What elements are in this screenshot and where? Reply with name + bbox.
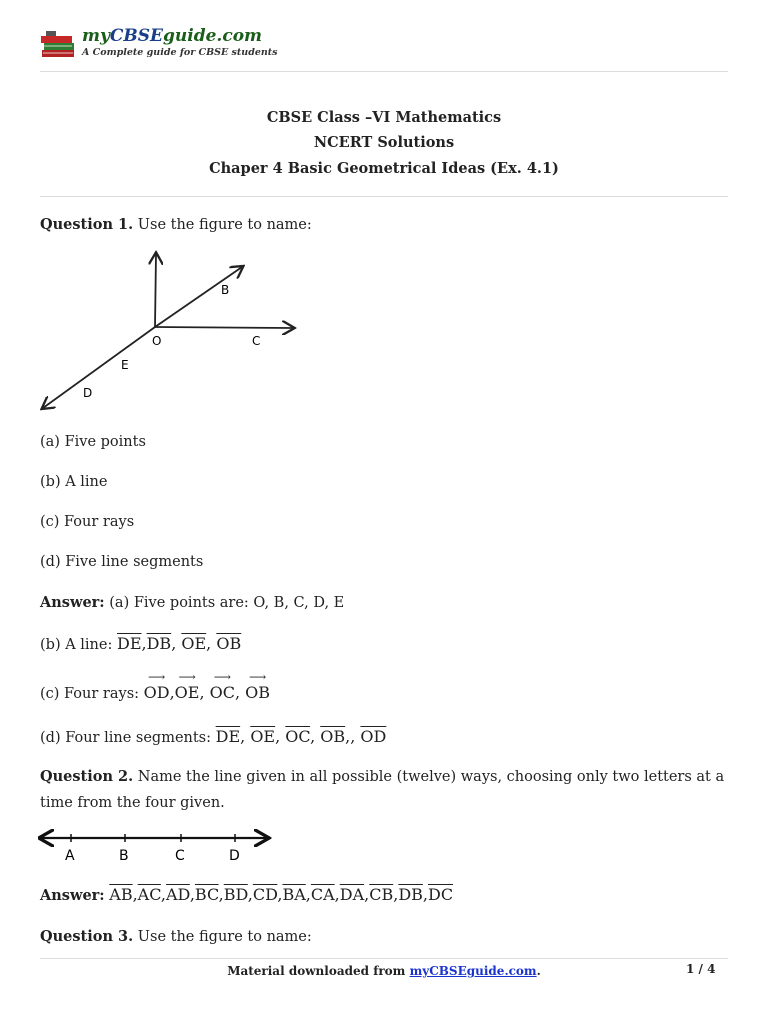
footer-period: . [536,964,541,978]
figure-rays-from-o [38,248,308,418]
line-bc: $\overline{BC}$ [194,885,219,904]
q2-answer-label: Answer: [40,887,105,904]
segment-od: $\overline{OD}$ [360,727,387,746]
label-d-line: D [229,848,240,864]
ray-oc [155,327,293,328]
q1-answer-d-prefix: (d) Four line segments: [40,730,216,746]
q2-answer: Answer: $\overline{AB},\overline{AC},\overline{AD},\overline{BC},\overline{BD},\overline{CD},\overline{BA},\overline{CA},\overline{DA},\overline{CB},\overline{DB},\overline{DC}$ [40,885,454,904]
question-2-text: Name the line given in all possible (twelve) ways, choosing only two letters at a time from the four given. [40,769,725,811]
ray-oc-term: ⟶ OC [210,683,235,702]
ray-oe-term: ⟶ OE [175,683,200,702]
question-3-text: Use the figure to name: [133,929,312,945]
segment-oe: $\overline{OE}$ [250,727,276,746]
figure-line-abcd [38,826,278,866]
q1-answer-a-text: (a) Five points are: O, B, C, D, E [104,595,345,611]
line-db: $\overline{DB}$ [146,634,172,653]
line-ac: $\overline{AC}$ [137,885,161,904]
line-oe: $\overline{OE}$ [181,634,207,653]
q1-answer-d: (d) Four line segments: $\overline{DE}$, $\overline{OE}$, $\overline{OC}$, $\overline{OB}$,, $\overline{OD}$ [40,727,387,746]
q1-answer-c: (c) Four rays: ⟶ OD,⟶ OE, ⟶ OC, ⟶ OB [40,683,270,702]
footer-text: Material downloaded from [227,964,410,978]
line-ba: $\overline{BA}$ [282,885,306,904]
line-db-q2: $\overline{DB}$ [398,885,423,904]
segment-de: $\overline{DE}$ [215,727,241,746]
line-de: $\overline{DE}$ [116,634,142,653]
label-c-line: C [175,848,185,864]
footer-link[interactable]: myCBSEguide.com [409,964,537,978]
question-2-label: Question 2. [40,768,134,785]
q1-answer-b-prefix: (b) A line: [40,637,117,653]
q1-item-b: (b) A line [40,474,108,490]
question-3 [40,928,312,945]
q1-answer-a [40,594,344,611]
label-e: E [121,358,129,372]
line-cb: $\overline{CB}$ [369,885,394,904]
label-a: A [65,848,75,864]
line-bd: $\overline{BD}$ [223,885,248,904]
line-ob: $\overline{OB}$ [216,634,242,653]
label-b: B [221,283,230,297]
question-1-text: Use the figure to name: [133,217,312,233]
label-o: O [152,334,162,348]
label-d: D [83,386,93,400]
logo-tagline: A Complete guide for CBSE students [82,47,278,58]
footer-divider [40,958,728,959]
line-dc: $\overline{DC}$ [428,885,454,904]
question-3-label: Question 3. [40,928,134,945]
line-cd: $\overline{CD}$ [252,885,278,904]
question-2 [40,764,730,816]
books-icon [40,30,78,60]
q1-item-a: (a) Five points [40,434,146,450]
line-ab: $\overline{AB}$ [109,885,133,904]
ray-od-term: ⟶ OD [144,683,170,702]
question-1-label: Question 1. [40,216,134,233]
footer [0,964,768,978]
doc-title-solutions: NCERT Solutions [313,134,455,151]
page-number: 1 / 4 [686,962,716,976]
label-b-line: B [119,848,129,864]
segment-ob: $\overline{OB}$ [320,727,346,746]
doc-title-chapter: Chaper 4 Basic Geometrical Ideas (Ex. 4.1) [209,160,559,177]
ray-vertical [155,254,156,327]
q1-answer-b: (b) A line: $\overline{DE},\overline{DB}$, $\overline{OE}$, $\overline{OB}$ [40,634,242,653]
q1-answer-label: Answer: [40,594,105,611]
ray-ob [155,267,242,327]
line-ad: $\overline{AD}$ [166,885,190,904]
q1-item-d: (d) Five line segments [40,554,204,570]
line-ca: $\overline{CA}$ [310,885,335,904]
header-divider [40,71,728,72]
q1-item-c: (c) Four rays [40,514,135,530]
segment-oc: $\overline{OC}$ [285,727,311,746]
q1-answer-c-prefix: (c) Four rays: [40,686,144,702]
ray-od [43,327,155,408]
ray-ob-term: ⟶ OB [245,683,270,702]
site-logo[interactable] [40,26,278,62]
question-1 [40,216,312,233]
label-c: C [252,334,261,348]
logo-wordmark: myCBSEguide.com [82,26,263,46]
doc-title-class: CBSE Class –VI Mathematics [266,109,502,126]
title-divider [40,196,728,197]
line-da: $\overline{DA}$ [339,885,365,904]
